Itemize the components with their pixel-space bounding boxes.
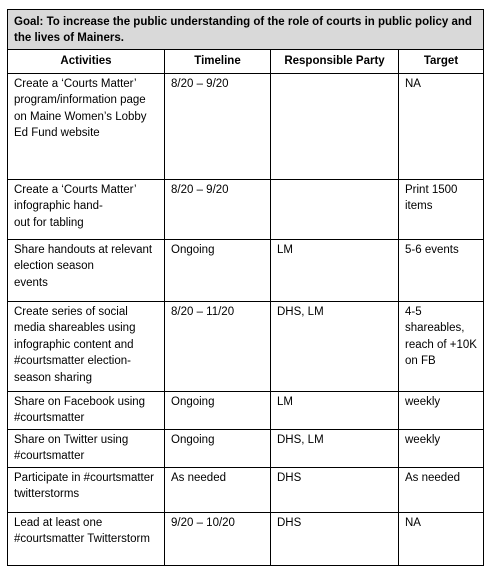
target-cell: 4-5 shareables, reach of +10K on FB [399,301,484,391]
activity-cell: Share on Facebook using #courtsmatter [8,391,165,429]
timeline-cell: Ongoing [165,239,271,301]
party-cell [271,179,399,239]
goal-row [8,10,484,50]
target-cell: weekly [399,391,484,429]
table-row [8,301,484,391]
table-row [8,391,484,429]
header-timeline: Timeline [165,50,271,74]
activity-cell: Share handouts at relevant election season events [8,239,165,301]
activities-table [7,9,484,566]
timeline-cell: 8/20 – 9/20 [165,179,271,239]
activity-cell: Create a ‘Courts Matter’ program/information page on Maine Women’s Lobby Ed Fund website [8,73,165,179]
table-row [8,512,484,565]
plan-document [7,9,483,566]
party-cell: DHS, LM [271,429,399,467]
timeline-cell: Ongoing [165,391,271,429]
header-responsible-party: Responsible Party [271,50,399,74]
goal-text: Goal: To increase the public understanding of the role of courts in public policy and the lives of Mainers. [8,10,484,50]
target-cell: NA [399,512,484,565]
party-cell: DHS [271,512,399,565]
header-row [8,50,484,74]
party-cell: DHS, LM [271,301,399,391]
target-cell: 5-6 events [399,239,484,301]
table-row [8,239,484,301]
timeline-cell: As needed [165,467,271,512]
party-cell [271,73,399,179]
table-row [8,467,484,512]
target-cell: NA [399,73,484,179]
party-cell: DHS [271,467,399,512]
activity-cell: Lead at least one #courtsmatter Twitterstorm [8,512,165,565]
table-row [8,179,484,239]
timeline-cell: 8/20 – 11/20 [165,301,271,391]
header-target: Target [399,50,484,74]
activity-cell: Create a ‘Courts Matter’ infographic hand- out for tabling [8,179,165,239]
activity-cell: Create series of social media shareables using infographic content and #courtsmatter election-season sharing [8,301,165,391]
target-cell: Print 1500 items [399,179,484,239]
timeline-cell: 9/20 – 10/20 [165,512,271,565]
table-row [8,429,484,467]
timeline-cell: Ongoing [165,429,271,467]
header-activities: Activities [8,50,165,74]
target-cell: As needed [399,467,484,512]
activity-cell: Participate in #courtsmatter twitterstorms [8,467,165,512]
timeline-cell: 8/20 – 9/20 [165,73,271,179]
table-row [8,73,484,179]
target-cell: weekly [399,429,484,467]
party-cell: LM [271,391,399,429]
activity-cell: Share on Twitter using #courtsmatter [8,429,165,467]
party-cell: LM [271,239,399,301]
